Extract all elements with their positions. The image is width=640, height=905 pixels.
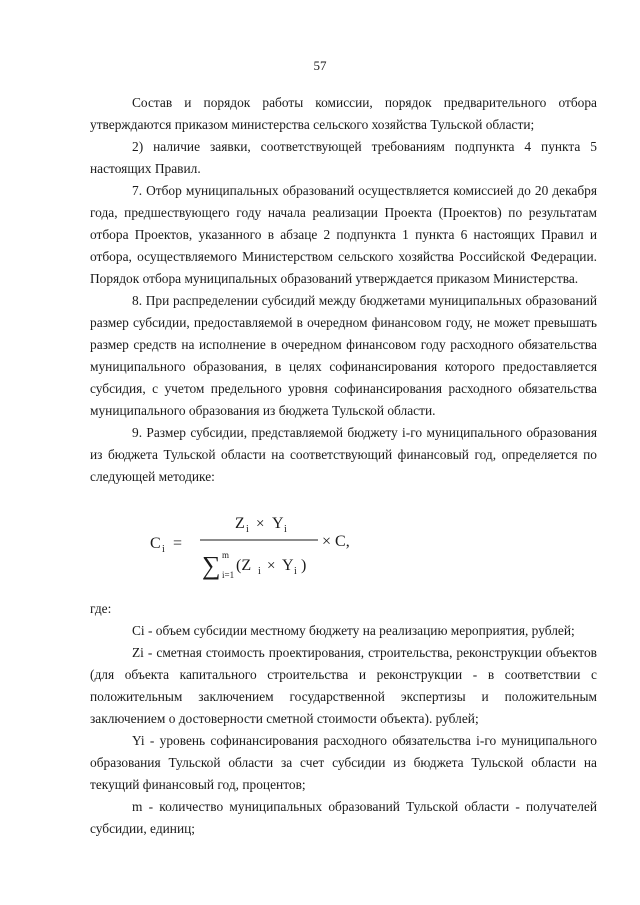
formula-denominator-z: (Z bbox=[236, 557, 252, 574]
formula-numerator-z-sub: i bbox=[246, 524, 249, 535]
formula-rhs: × C, bbox=[322, 533, 350, 550]
document-body bbox=[90, 92, 597, 840]
page-number: 57 bbox=[313, 58, 327, 73]
subsidy-formula bbox=[90, 488, 597, 598]
paragraph-item-9: 9. Размер субсидии, представляемой бюджету i-го муниципального образования из бюджета Тульской области на соответствующий финансовый год, определяется по следующей методике: bbox=[90, 425, 597, 484]
definition-zi: Zi - сметная стоимость проектирования, строительства, реконструкции объектов (для объекта капитального строительства и реконструкции - в соответствии с положительным заключением государственной экспертизы и положительным заключением о достоверности сметной стоимости объекта). рублей; bbox=[90, 645, 597, 726]
paragraph-item-8: 8. При распределении субсидий между бюджетами муниципальных образований размер субсидии, предоставляемой в очередном финансовом году, не может превышать размер средств на исполнение в очередном финансовом году расходного обязательства муниципального образования, в целях софинансирования которого предоставляется субсидия, с учетом предельного уровня софинансирования расходного обязательства муниципального образования из бюджета Тульской области. bbox=[90, 293, 597, 418]
where-label: где: bbox=[90, 601, 112, 616]
paragraph-application: 2) наличие заявки, соответствующей требованиям подпункта 4 пункта 5 настоящих Правил. bbox=[90, 139, 597, 176]
definition-m: m - количество муниципальных образований Тульской области - получателей субсидии, единиц; bbox=[90, 799, 597, 836]
formula-sigma: ∑ bbox=[202, 551, 221, 580]
formula-numerator-y-sub: i bbox=[284, 524, 287, 535]
paragraph-item-7: 7. Отбор муниципальных образований осуществляется комиссией до 20 декабря года, предшествующего году начала реализации Проекта (Проектов) по результатам отбора Проектов, указанного в абзаце 2 подпункта 1 пункта 6 настоящих Правил и отбора, осуществляемого Министерством сельского хозяйства Российской Федерации. Порядок отбора муниципальных образований утверждается приказом Министерства. bbox=[90, 183, 597, 286]
formula-numerator-times: × bbox=[256, 516, 265, 532]
formula-lhs-sub: i bbox=[162, 544, 165, 555]
formula-denominator-z-sub: i bbox=[258, 566, 261, 577]
definition-yi: Yi - уровень софинансирования расходного обязательства i-го муниципального образования Тульской области за счет субсидии из бюджета Тульской области на текущий финансовый год, процентов; bbox=[90, 733, 597, 792]
formula-denominator-close: ) bbox=[301, 557, 307, 574]
formula-sigma-lower: i=1 bbox=[222, 570, 235, 580]
definition-ci: Ci - объем субсидии местному бюджету на реализацию мероприятия, рублей; bbox=[132, 623, 575, 638]
formula-graphic bbox=[130, 494, 430, 594]
formula-equals: = bbox=[173, 535, 183, 552]
paragraph-commission: Состав и порядок работы комиссии, порядок предварительного отбора утверждаются приказом министерства сельского хозяйства Тульской области; bbox=[90, 95, 597, 132]
formula-numerator-y: Y bbox=[272, 515, 284, 532]
formula-denominator-times: × bbox=[267, 558, 276, 574]
formula-numerator-z: Z bbox=[235, 515, 245, 532]
formula-lhs: C bbox=[150, 535, 161, 552]
formula-sigma-upper: m bbox=[222, 550, 230, 560]
formula-denominator-y: Y bbox=[282, 557, 294, 574]
formula-denominator-y-sub: i bbox=[294, 566, 297, 577]
